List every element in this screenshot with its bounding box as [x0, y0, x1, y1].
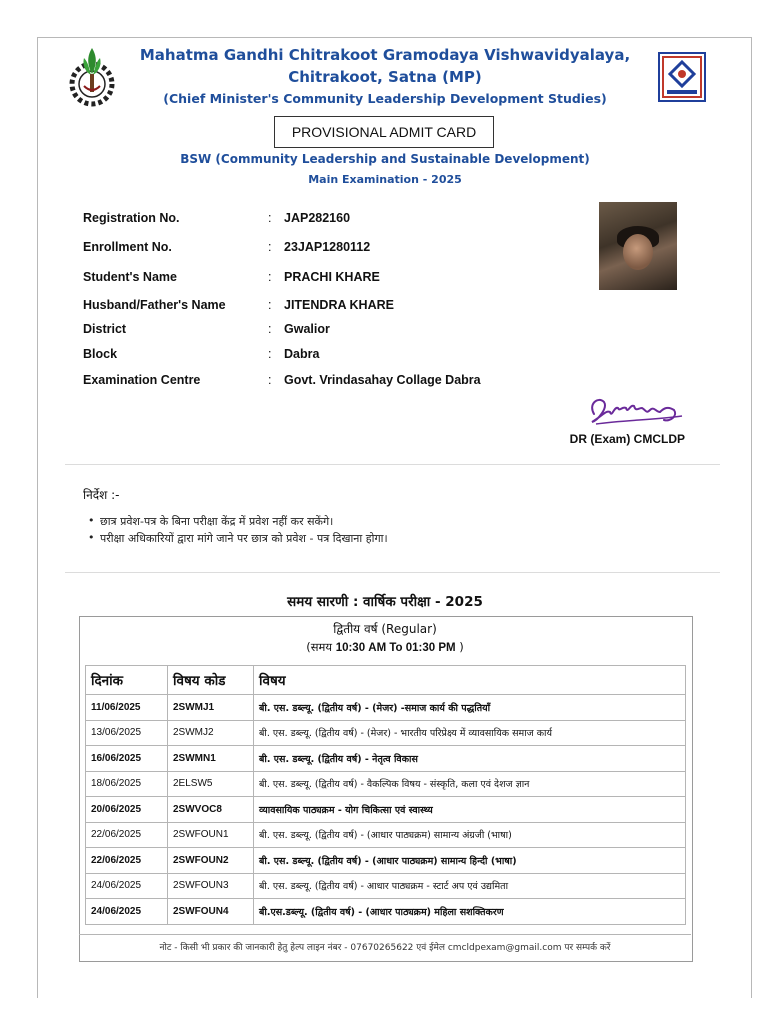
subject-code: 2SWFOUN4	[168, 899, 254, 925]
divider	[65, 464, 720, 465]
subject-name: व्यावसायिक पाठ्यक्रम - योग चिकित्सा एवं स्वास्थ्य	[254, 797, 686, 823]
field-colon: :	[268, 270, 272, 284]
signature-image	[584, 394, 688, 428]
field-label: Student's Name	[83, 270, 177, 284]
exam-date: 22/06/2025	[86, 848, 168, 874]
field-label: District	[83, 322, 127, 336]
block-row	[83, 347, 603, 365]
subject-code: 2SWFOUN2	[168, 848, 254, 874]
table-row	[86, 695, 686, 721]
helpline-note: नोट - किसी भी प्रकार की जानकारी हेतु हेल्प लाइन नंबर - 07670265622 एवं ईमेल cmcldpexam@gmail.com पर सम्पर्क करें	[79, 934, 691, 961]
field-colon: :	[268, 298, 272, 312]
column-header-code: विषय कोड	[168, 666, 254, 695]
university-emblem-icon	[62, 44, 122, 108]
block-value: Dabra	[284, 347, 320, 361]
field-colon: :	[268, 322, 272, 336]
subject-name: बी. एस. डब्ल्यू. (द्वितीय वर्ष) - (मेजर) - भारतीय परिप्रेक्ष्य में व्यावसायिक समाज कार्य	[254, 720, 686, 746]
student-name: PRACHI KHARE	[284, 270, 380, 284]
admit-card-title: PROVISIONAL ADMIT CARD	[274, 116, 494, 148]
field-label: Enrollment No.	[83, 240, 172, 254]
table-row	[86, 771, 686, 797]
table-row	[86, 873, 686, 899]
signatory-title: DR (Exam) CMCLDP	[569, 432, 685, 446]
table-row	[86, 746, 686, 772]
subject-name: बी. एस. डब्ल्यू. (द्वितीय वर्ष) - (आधार पाठ्यक्रम) सामान्य अंग्रजी (भाषा)	[254, 822, 686, 848]
district-value: Gwalior	[284, 322, 330, 336]
timetable-title: समय सारणी : वार्षिक परीक्षा - 2025	[287, 594, 483, 610]
time-prefix: (समय	[306, 640, 336, 654]
table-row	[86, 822, 686, 848]
subject-code: 2ELSW5	[168, 771, 254, 797]
table-row	[86, 848, 686, 874]
father-name: JITENDRA KHARE	[284, 298, 394, 312]
divider	[65, 572, 720, 573]
column-header-subject: विषय	[254, 666, 686, 695]
program-emblem-icon	[658, 52, 706, 102]
instruction-item: • परीक्षा अधिकारियों द्वारा मांगे जाने पर छात्र को प्रवेश - पत्र दिखाना होगा।	[100, 531, 388, 546]
subject-name: बी. एस. डब्ल्यू. (द्वितीय वर्ष) - (आधार पाठ्यक्रम) सामान्य हिन्दी (भाषा)	[254, 848, 686, 874]
university-name-line1: Mahatma Gandhi Chitrakoot Gramodaya Vishwavidyalaya,	[139, 46, 631, 64]
exam-centre-row	[83, 373, 603, 391]
subject-name: बी. एस. डब्ल्यू. (द्वितीय वर्ष) - (मेजर) -समाज कार्य की पद्धतियाँ	[254, 695, 686, 721]
subject-code: 2SWFOUN3	[168, 873, 254, 899]
exam-name: Main Examination - 2025	[308, 173, 462, 186]
field-colon: :	[268, 211, 272, 225]
exam-date: 24/06/2025	[86, 899, 168, 925]
registration-row	[83, 211, 603, 229]
university-name-line2: Chitrakoot, Satna (MP)	[288, 68, 482, 86]
exam-time	[79, 640, 691, 655]
subject-code: 2SWMJ2	[168, 720, 254, 746]
exam-date: 20/06/2025	[86, 797, 168, 823]
student-photo	[599, 202, 677, 290]
instruction-item: • छात्र प्रवेश-पत्र के बिना परीक्षा केंद्र में प्रवेश नहीं कर सकेंगे।	[100, 514, 333, 529]
field-colon: :	[268, 240, 272, 254]
exam-date: 11/06/2025	[86, 695, 168, 721]
subject-code: 2SWMN1	[168, 746, 254, 772]
exam-date: 16/06/2025	[86, 746, 168, 772]
field-label: Registration No.	[83, 211, 180, 225]
year-label: द्वितीय वर्ष (Regular)	[333, 622, 437, 636]
registration-number: JAP282160	[284, 211, 351, 225]
exam-date: 22/06/2025	[86, 822, 168, 848]
father-name-row	[83, 298, 603, 316]
subject-code: 2SWVOC8	[168, 797, 254, 823]
field-label: Examination Centre	[83, 373, 201, 387]
field-colon: :	[268, 373, 272, 387]
table-row	[86, 720, 686, 746]
time-suffix: )	[455, 640, 464, 654]
field-colon: :	[268, 347, 272, 361]
timetable-table	[85, 665, 686, 925]
exam-centre-value: Govt. Vrindasahay Collage Dabra	[284, 373, 481, 387]
exam-date: 13/06/2025	[86, 720, 168, 746]
enrollment-number: 23JAP1280112	[284, 240, 371, 254]
table-row	[86, 797, 686, 823]
exam-date: 18/06/2025	[86, 771, 168, 797]
field-label: Block	[83, 347, 118, 361]
district-row	[83, 322, 603, 340]
course-name: BSW (Community Leadership and Sustainable Development)	[180, 152, 590, 166]
photo-face	[623, 234, 653, 270]
student-name-row	[83, 270, 603, 288]
time-value: 10:30 AM To 01:30 PM	[335, 642, 456, 654]
department-name: (Chief Minister's Community Leadership Development Studies)	[163, 91, 607, 106]
table-header-row	[86, 666, 686, 695]
field-label: Husband/Father's Name	[83, 298, 226, 312]
column-header-date: दिनांक	[86, 666, 168, 695]
subject-name: बी. एस. डब्ल्यू. (द्वितीय वर्ष) - वैकल्पिक विषय - संस्कृति, कला एवं देशज ज्ञान	[254, 771, 686, 797]
subject-code: 2SWMJ1	[168, 695, 254, 721]
table-row	[86, 899, 686, 925]
subject-code: 2SWFOUN1	[168, 822, 254, 848]
subject-name: बी.एस.डब्ल्यू. (द्वितीय वर्ष) - (आधार पाठ्यक्रम) महिला सशक्तिकरण	[254, 899, 686, 925]
exam-date: 24/06/2025	[86, 873, 168, 899]
enrollment-row	[83, 240, 603, 258]
subject-name: बी. एस. डब्ल्यू. (द्वितीय वर्ष) - आधार पाठ्यक्रम - स्टार्ट अप एवं उद्यमिता	[254, 873, 686, 899]
subject-name: बी. एस. डब्ल्यू. (द्वितीय वर्ष) - नेतृत्व विकास	[254, 746, 686, 772]
instructions-heading: निर्देश :-	[83, 488, 120, 502]
